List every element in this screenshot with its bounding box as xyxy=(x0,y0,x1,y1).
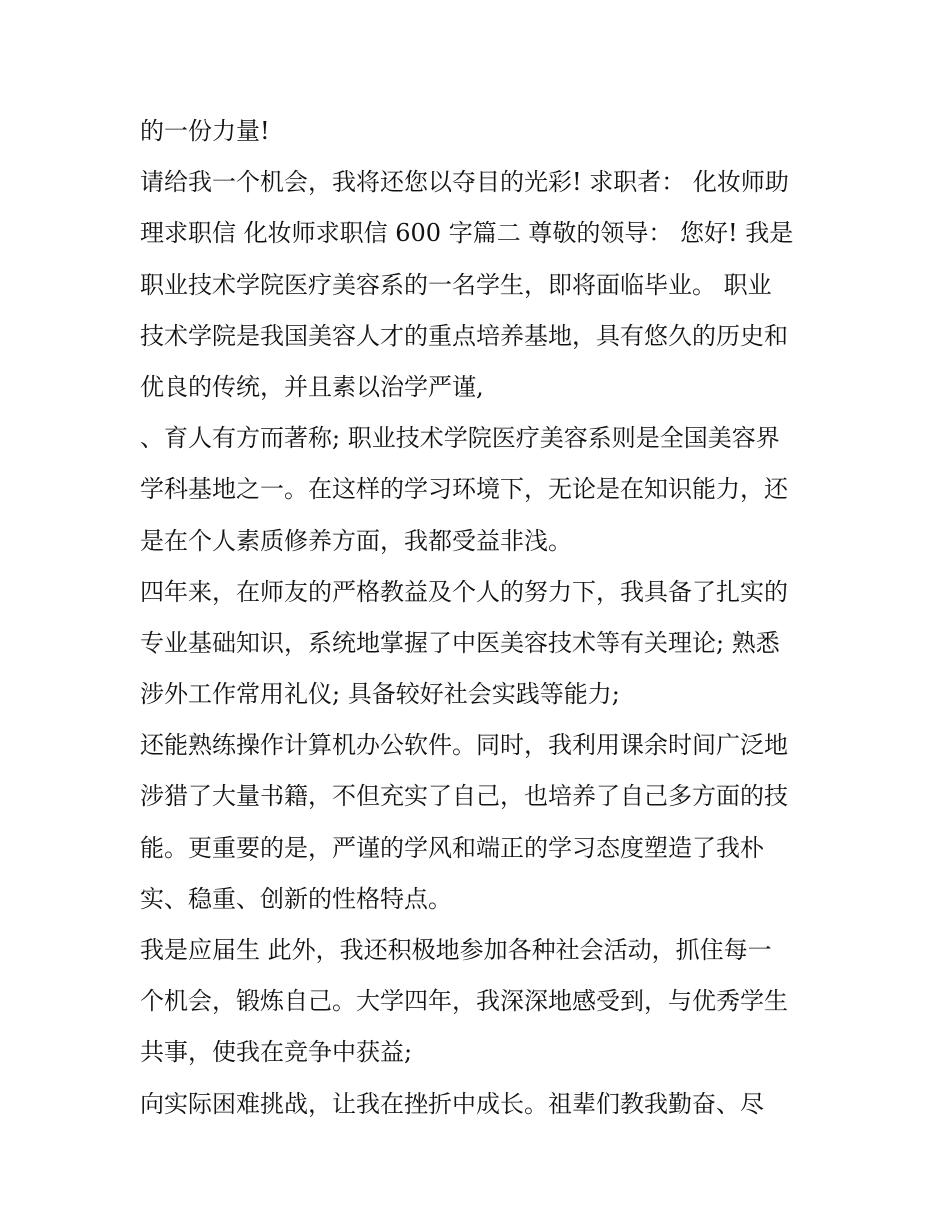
text-line: 向实际困难挑战，让我在挫折中成长。祖辈们教我勤奋、尽 xyxy=(140,1089,764,1118)
text-line: 请给我一个机会，我将还您以夺目的光彩! 求职者： 化妆师助 xyxy=(140,168,789,197)
text-line: 还能熟练操作计算机办公软件。同时，我利用课余时间广泛地 xyxy=(140,731,788,760)
text-line: 涉猎了大量书籍，不但充实了自己，也培养了自己多方面的技 xyxy=(140,782,788,811)
document-body xyxy=(140,106,830,1130)
text-line: 实、稳重、创新的性格特点。 xyxy=(140,884,452,913)
text-line: 涉外工作常用礼仪; 具备较好社会实践等能力; xyxy=(140,680,620,709)
text-line: 个机会，锻炼自己。大学四年，我深深地感受到，与优秀学生 xyxy=(140,987,788,1016)
text-line: 学科基地之一。在这样的学习环境下，无论是在知识能力，还 xyxy=(140,475,788,504)
text-line: 是在个人素质修养方面，我都受益非浅。 xyxy=(140,526,572,555)
text-line: 我是应届生 此外，我还积极地参加各种社会活动，抓住每一 xyxy=(140,936,772,964)
text-line: 能。更重要的是，严谨的学风和端正的学习态度塑造了我朴 xyxy=(140,833,764,862)
text-line: 职业技术学院医疗美容系的一名学生，即将面临毕业。 职业 xyxy=(140,270,772,299)
text-line: 优良的传统，并且素以治学严谨, xyxy=(140,372,484,401)
text-line: 、育人有方而著称; 职业技术学院医疗美容系则是全国美容界 xyxy=(140,424,780,453)
text-line: 专业基础知识，系统地掌握了中医美容技术等有关理论; 熟悉 xyxy=(140,628,780,657)
text-line: 理求职信 化妆师求职信 600 字篇二 尊敬的领导： 您好! 我是 xyxy=(140,219,794,248)
text-line: 四年来，在师友的严格教益及个人的努力下，我具备了扎实的 xyxy=(140,577,788,606)
text-line: 技术学院是我国美容人才的重点培养基地，具有悠久的历史和 xyxy=(140,321,788,350)
text-line: 的一份力量! xyxy=(140,117,270,145)
text-line: 共事，使我在竞争中获益; xyxy=(140,1038,413,1067)
